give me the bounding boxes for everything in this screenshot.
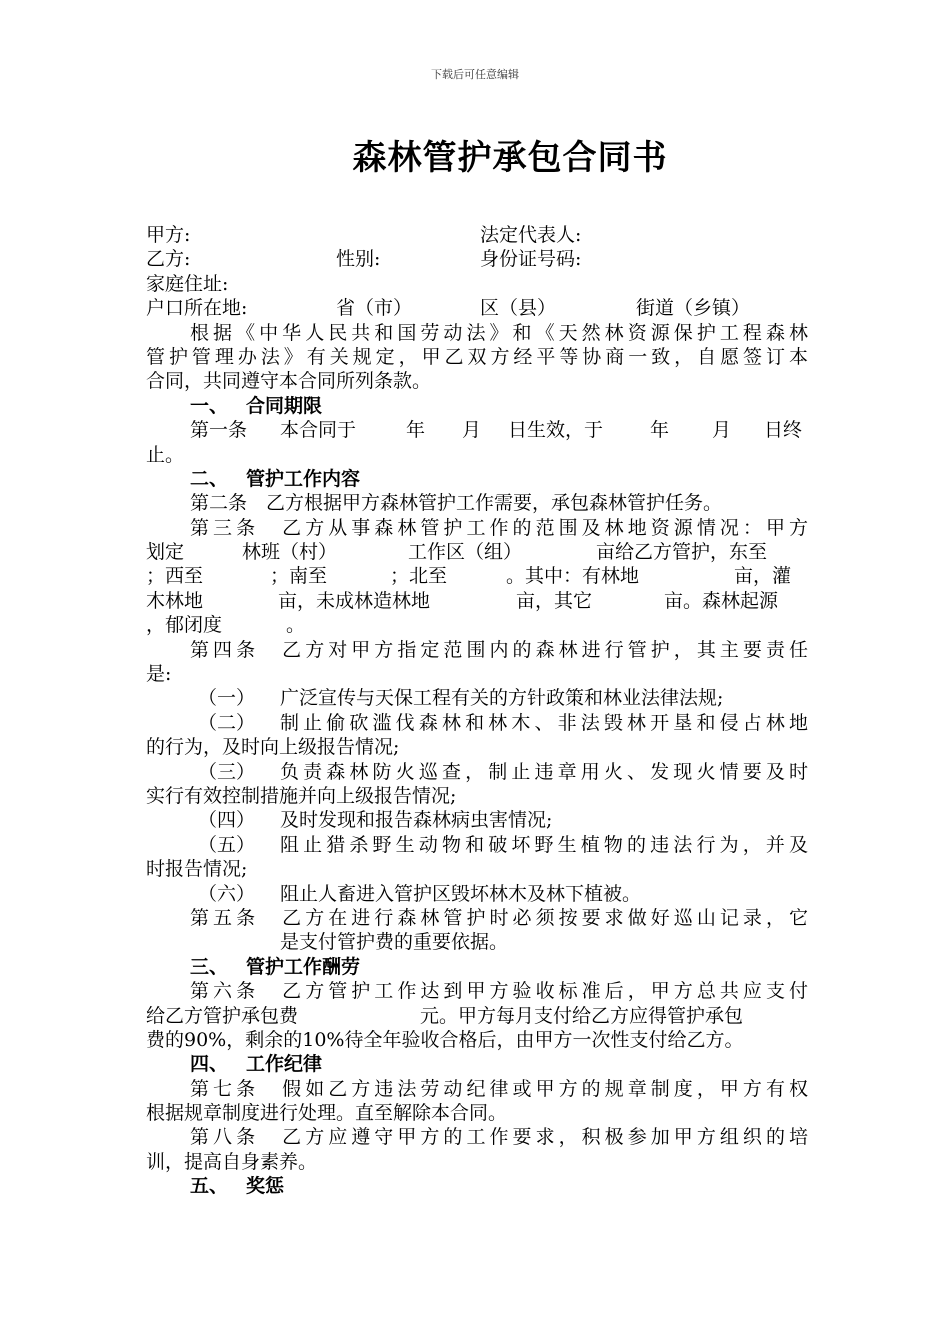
duty-item-cont: 实行有效控制措施并向上级报告情况; (146, 784, 457, 807)
article-5-line: 第五条 乙方在进行森林管护时必须按要求做好巡山记录，它 (190, 906, 808, 929)
hukou-label: 户口所在地: (146, 297, 248, 320)
preamble-line: 根据《中华人民共和国劳动法》和《天然林资源保护工程森林 (190, 321, 808, 344)
section-heading: 三、 管护工作酬劳 (190, 955, 361, 978)
party-b-line (146, 247, 808, 271)
article-3-line: 划定 林班（村） 工作区（组） 亩给乙方管护，东至 (146, 541, 768, 564)
article-4-line: 是: (146, 663, 172, 686)
legal-rep-label: 法定代表人: (480, 224, 582, 246)
section-heading: 一、 合同期限 (190, 394, 323, 417)
article-5-line: 是支付管护费的重要依据。 (280, 931, 509, 954)
article-3-line: ；西至 ；南至 ；北至 。其中：有林地 亩，灌 (146, 565, 792, 588)
preamble-line: 合同，共同遵守本合同所列条款。 (146, 370, 432, 393)
article-6-line: 给乙方管护承包费 元。甲方每月支付给乙方应得管护承包 (146, 1004, 744, 1027)
document-title: 森林管护承包合同书 (352, 138, 668, 178)
party-a-label: 甲方: (146, 224, 191, 246)
street-label: 街道（乡镇） (636, 297, 751, 320)
duty-item: （五） 阻止猎杀野生动物和破坏野生植物的违法行为，并及 (198, 833, 808, 856)
article-6-line: 费的90%，剩余的10%待全年验收合格后，由甲方一次性支付给乙方。 (146, 1028, 744, 1051)
duty-item: （二） 制止偷砍滥伐森林和林木、非法毁林开垦和侵占林地 (198, 711, 808, 734)
duty-item-cont: 的行为，及时向上级报告情况; (146, 736, 400, 759)
article-3-line: 第三条 乙方从事森林管护工作的范围及林地资源情况：甲方 (190, 516, 808, 539)
district-label: 区（县） (480, 297, 557, 320)
id-number-label: 身份证号码: (480, 248, 582, 271)
article-3-line: ，郁闭度 。 (146, 614, 306, 637)
article-8-line: 第八条 乙方应遵守甲方的工作要求，积极参加甲方组织的培 (190, 1126, 808, 1149)
article-2-line: 第二条 乙方根据甲方森林管护工作需要，承包森林管护任务。 (190, 492, 723, 515)
article-1-line: 第一条 本合同于 年 月 日生效，于 年 月 日终 (190, 419, 803, 442)
gender-label: 性别: (336, 248, 381, 271)
duty-item-cont: 时报告情况; (146, 858, 248, 881)
province-label: 省（市） (336, 297, 413, 320)
header-note: 下载后可任意编辑 (431, 68, 519, 81)
party-a-line (146, 223, 808, 247)
party-b-label: 乙方: (146, 248, 191, 271)
contract-body (146, 223, 808, 1199)
preamble-line: 管护管理办法》有关规定，甲乙双方经平等协商一致，自愿签订本 (146, 345, 808, 368)
hukou-line (146, 296, 808, 320)
section-heading: 二、 管护工作内容 (190, 467, 361, 490)
duty-item: （三） 负责森林防火巡查，制止违章用火、发现火情要及时 (198, 760, 808, 783)
article-7-line: 根据规章制度进行处理。直至解除本合同。 (146, 1102, 508, 1125)
article-8-line: 训，提高自身素养。 (146, 1150, 318, 1173)
article-3-line: 木林地 亩，未成林造林地 亩，其它 亩。森林起源 (146, 589, 779, 612)
article-4-line: 第四条 乙方对甲方指定范围内的森林进行管护，其主要责任 (190, 638, 808, 661)
section-heading: 五、 奖惩 (190, 1175, 285, 1198)
duty-item: （一） 广泛宣传与天保工程有关的方针政策和林业法律法规; (198, 687, 724, 710)
home-address-label: 家庭住址: (146, 272, 229, 295)
section-heading: 四、 工作纪律 (190, 1053, 323, 1076)
article-7-line: 第七条 假如乙方违法劳动纪律或甲方的规章制度，甲方有权 (190, 1077, 808, 1100)
article-1-line: 止。 (146, 443, 185, 466)
duty-item: （四） 及时发现和报告森林病虫害情况; (198, 809, 553, 832)
duty-item: （六） 阻止人畜进入管护区毁坏林木及林下植被。 (198, 882, 642, 905)
article-6-line: 第六条 乙方管护工作达到甲方验收标准后，甲方总共应支付 (190, 980, 808, 1003)
